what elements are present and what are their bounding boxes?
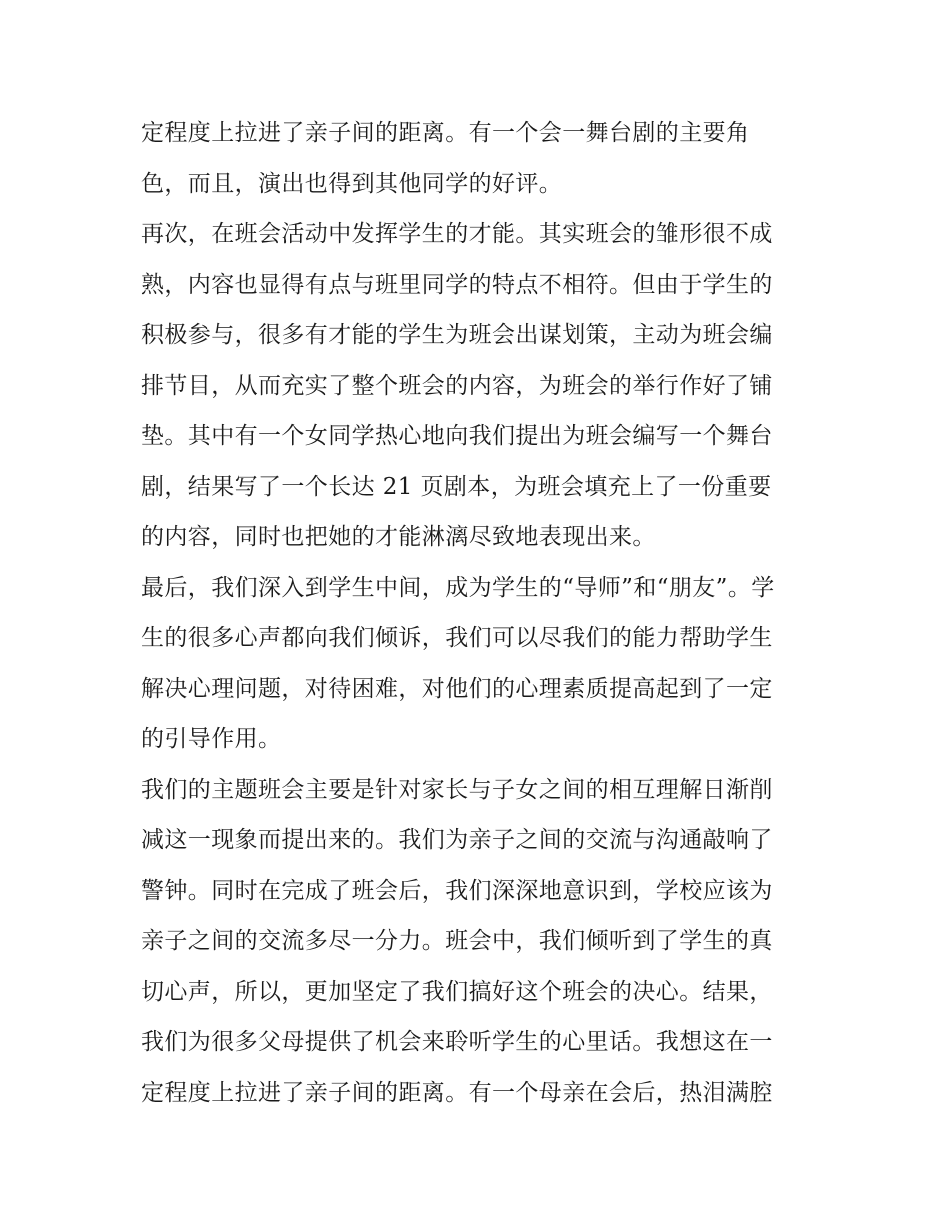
text-line: 定程度上拉进了亲子间的距离。有一个会一舞台剧的主要角 xyxy=(141,120,750,146)
text-line: 的内容，同时也把她的才能淋漓尽致地表现出来。 xyxy=(141,524,656,550)
text-line: 定程度上拉进了亲子间的距离。有一个母亲在会后，热泪满腔 xyxy=(141,1079,773,1106)
text-line: 最后，我们深入到学生中间，成为学生的“导师”和“朋友”。学 xyxy=(141,574,775,601)
text-line: 我们的主题班会主要是针对家长与子女之间的相互理解日渐削 xyxy=(141,776,773,803)
text-line: 色，而且，演出也得到其他同学的好评。 xyxy=(141,170,563,197)
text-line: 减这一现象而提出来的。我们为亲子之间的交流与沟通敲响了 xyxy=(141,827,773,853)
text-line: 生的很多心声都向我们倾诉，我们可以尽我们的能力帮助学生 xyxy=(141,625,773,651)
text-line: 警钟。同时在完成了班会后，我们深深地意识到，学校应该为 xyxy=(141,877,773,904)
text-line: 排节目，从而充实了整个班会的内容，为班会的举行作好了铺 xyxy=(141,372,773,399)
text-line: 切心声，所以，更加坚定了我们搞好这个班会的决心。结果， xyxy=(141,978,773,1005)
document-body xyxy=(141,108,813,1118)
text-line: 我们为很多父母提供了机会来聆听学生的心里话。我想这在一 xyxy=(141,1029,773,1055)
text-line: 解决心理问题，对待困难，对他们的心理素质提高起到了一定 xyxy=(141,675,773,702)
text-line: 熟，内容也显得有点与班里同学的特点不相符。但由于学生的 xyxy=(141,271,773,298)
text-line: 积极参与，很多有才能的学生为班会出谋划策，主动为班会编 xyxy=(141,322,773,348)
text-line: 剧，结果写了一个长达 21 页剧本，为班会填充上了一份重要 xyxy=(141,473,772,500)
text-line: 亲子之间的交流多尽一分力。班会中，我们倾听到了学生的真 xyxy=(141,928,773,954)
text-line: 再次，在班会活动中发挥学生的才能。其实班会的雏形很不成 xyxy=(141,221,773,247)
text-line: 垫。其中有一个女同学热心地向我们提出为班会编写一个舞台 xyxy=(141,423,773,449)
text-line: 的引导作用。 xyxy=(141,726,282,752)
